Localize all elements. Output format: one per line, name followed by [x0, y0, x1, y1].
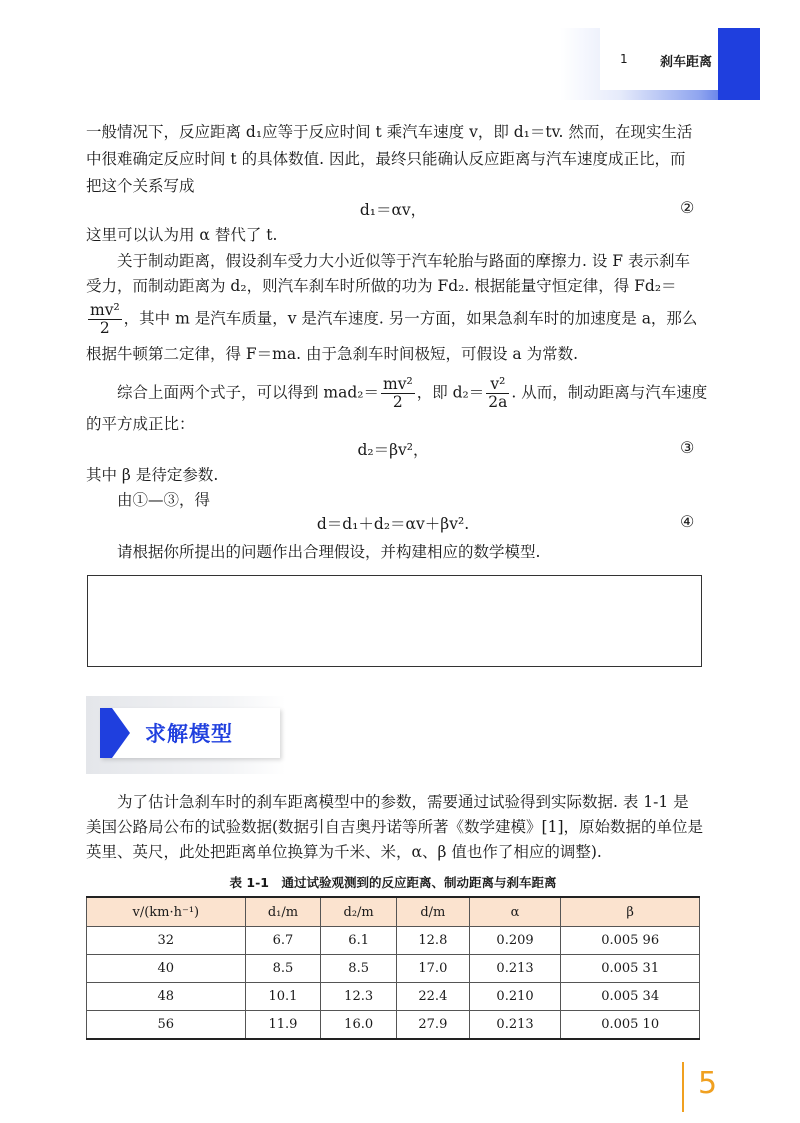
fraction-denominator: 2: [392, 393, 403, 411]
fraction-numerator: mv²: [383, 375, 413, 393]
equation-2: d₁＝αv，: [359, 201, 427, 219]
table-cell: 56: [87, 1011, 246, 1040]
table-cell: 48: [87, 983, 246, 1011]
table-cell: 0.005 34: [561, 983, 700, 1011]
column-header: d/m: [397, 897, 470, 927]
section-arrow-icon: [100, 708, 130, 758]
text-segment: ，即 d₂＝: [416, 383, 485, 402]
table-row: [87, 983, 700, 1011]
table-header-row: [87, 897, 700, 927]
table-cell: 12.3: [321, 983, 397, 1011]
table-cell: 6.1: [321, 927, 397, 955]
page-number-divider: [682, 1062, 684, 1112]
paragraph-line: 英里、英尺，此处把距离单位换算为千米、米，α、β 值也作了相应的调整).: [86, 843, 602, 861]
fraction: [486, 376, 509, 411]
header-accent-bar: [718, 28, 760, 100]
paragraph-line: 其中 β 是待定参数.: [86, 466, 219, 484]
table-cell: 16.0: [321, 1011, 397, 1040]
table-cell: 11.9: [245, 1011, 321, 1040]
fraction: [88, 302, 122, 337]
page-number: 5: [698, 1066, 718, 1101]
table-cell: 0.210: [469, 983, 561, 1011]
paragraph-line: 请根据你所提出的问题作出合理假设，并构建相应的数学模型.: [117, 543, 541, 561]
table-row: [87, 955, 700, 983]
fraction-denominator: 2a: [488, 393, 508, 411]
table-cell: 8.5: [245, 955, 321, 983]
column-header: v/(km·h⁻¹): [87, 897, 246, 927]
paragraph-line: 为了估计急刹车时的刹车距离模型中的参数，需要通过试验得到实际数据. 表 1-1 是: [117, 793, 689, 811]
column-header: d₂/m: [321, 897, 397, 927]
paragraph-line: 的平方成正比：: [86, 415, 195, 433]
text-segment: . 从而，制动距离与汽车速度: [511, 383, 708, 402]
table-cell: 0.005 10: [561, 1011, 700, 1040]
table-row: [87, 1011, 700, 1040]
chapter-title: 刹车距离: [660, 55, 713, 70]
answer-box[interactable]: [87, 575, 702, 667]
paragraph-line-with-fraction: [117, 376, 737, 411]
text-segment: ，其中 m 是汽车质量，v 是汽车速度. 另一方面，如果急刹车时的加速度是 a，那么: [123, 309, 698, 328]
chapter-number: 1: [620, 52, 628, 66]
fraction-numerator: mv²: [90, 301, 120, 319]
paragraph-line: 这里可以认为用 α 替代了 t.: [86, 226, 278, 244]
paragraph-line: 根据牛顿第二定律，得 F＝ma. 由于急刹车时间极短，可假设 a 为常数.: [86, 345, 578, 363]
equation-number: ④: [680, 512, 695, 531]
table-cell: 0.213: [469, 1011, 561, 1040]
paragraph-line: 一般情况下，反应距离 d₁应等于反应时间 t 乘汽车速度 v，即 d₁＝tv. 然而，在现实生活: [86, 123, 693, 141]
paragraph-line-with-fraction: [86, 302, 706, 337]
table-cell: 17.0: [397, 955, 470, 983]
equation-number: ③: [680, 438, 695, 457]
table-cell: 0.005 96: [561, 927, 700, 955]
paragraph-line: 中很难确定反应时间 t 的具体数值. 因此，最终只能确认反应距离与汽车速度成正比，而: [86, 150, 686, 168]
equation-number: ②: [680, 198, 695, 217]
column-header: α: [469, 897, 561, 927]
table-cell: 8.5: [321, 955, 397, 983]
table-cell: 32: [87, 927, 246, 955]
fraction-numerator: v²: [486, 376, 509, 394]
table-cell: 12.8: [397, 927, 470, 955]
table-cell: 0.213: [469, 955, 561, 983]
column-header: β: [561, 897, 700, 927]
paragraph-line: 美国公路局公布的试验数据(数据引自吉奥丹诺等所著《数学建模》[1]，原始数据的单位是: [86, 818, 704, 836]
table-cell: 40: [87, 955, 246, 983]
section-title: 求解模型: [145, 722, 233, 746]
paragraph-line: 由①—③，得: [117, 491, 211, 509]
equation-4: d＝d₁＋d₂＝αv＋βv².: [316, 515, 470, 533]
column-header: d₁/m: [245, 897, 321, 927]
fraction-denominator: 2: [99, 319, 110, 337]
paragraph-line: 受力，而制动距离为 d₂，则汽车刹车时所做的功为 Fd₂. 根据能量守恒定律，得 Fd₂＝: [86, 277, 677, 295]
table-row: [87, 927, 700, 955]
paragraph-line: 关于制动距离，假设刹车受力大小近似等于汽车轮胎与路面的摩擦力. 设 F 表示刹车: [117, 252, 690, 270]
table-cell: 6.7: [245, 927, 321, 955]
data-table: [86, 896, 700, 1040]
table-cell: 27.9: [397, 1011, 470, 1040]
equation-3: d₂＝βv²，: [357, 441, 429, 459]
table-cell: 10.1: [245, 983, 321, 1011]
table-cell: 22.4: [397, 983, 470, 1011]
table-caption: 表 1-1 通过试验观测到的反应距离、制动距离与刹车距离: [229, 875, 557, 890]
paragraph-line: 把这个关系写成: [86, 177, 195, 195]
table-cell: 0.209: [469, 927, 561, 955]
text-segment: 综合上面两个式子，可以得到 mad₂＝: [117, 383, 380, 402]
fraction: [381, 376, 415, 411]
table-cell: 0.005 31: [561, 955, 700, 983]
